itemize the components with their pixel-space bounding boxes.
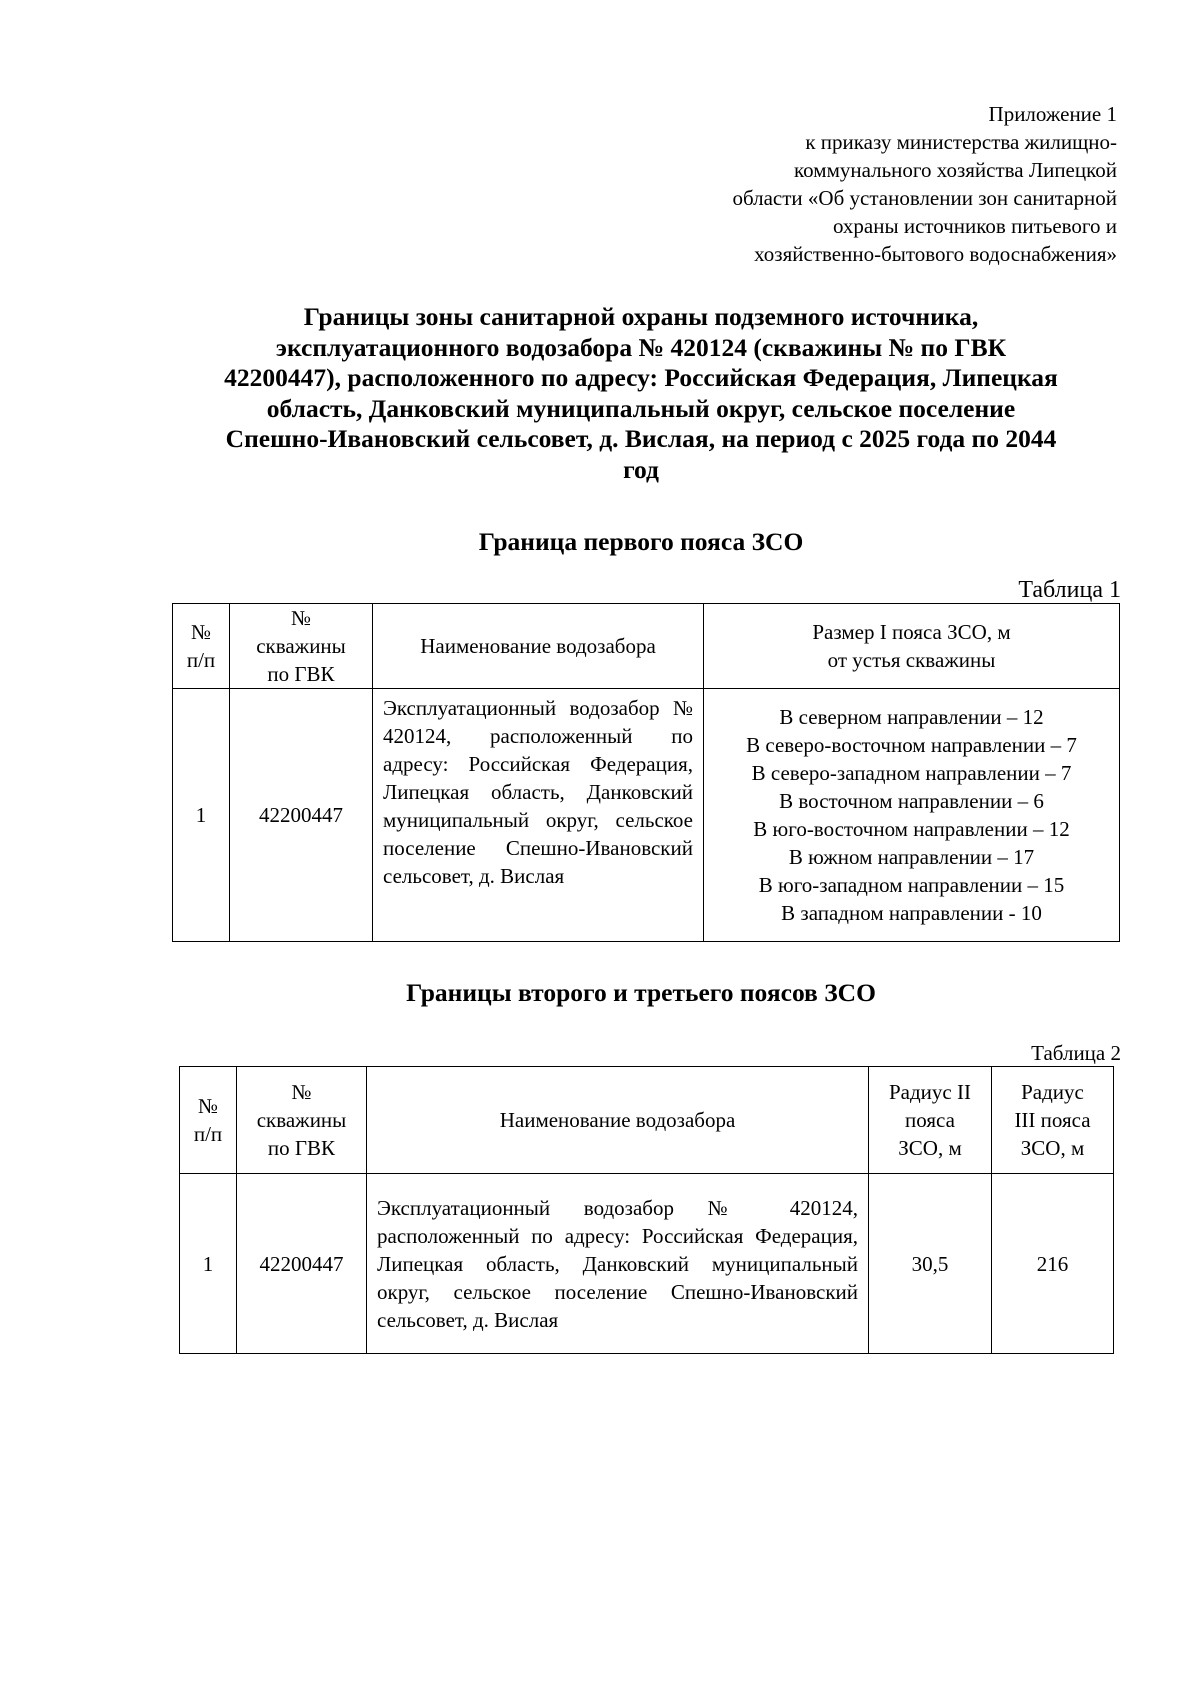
title-line: Границы зоны санитарной охраны подземного источника, xyxy=(303,302,979,331)
table1 xyxy=(172,603,1120,942)
header-name-cell: Наименование водозабора xyxy=(373,604,704,689)
size-direction-line: В юго-восточном направлении – 12 xyxy=(753,817,1070,841)
header-num-line: № xyxy=(190,620,212,644)
header-name-cell: Наименование водозабора xyxy=(367,1067,869,1174)
header-num-line: п/п xyxy=(193,1122,223,1146)
title-line: 42200447), расположенного по адресу: Российская Федерация, Липецкая xyxy=(224,363,1058,392)
header-size-cell xyxy=(704,604,1120,689)
size-direction-line: В восточном направлении – 6 xyxy=(779,789,1044,813)
header-radius3-cell xyxy=(992,1067,1114,1174)
appendix-line: хозяйственно-бытового водоснабжения» xyxy=(754,242,1117,266)
table2-caption: Таблица 2 xyxy=(1031,1041,1121,1065)
title-line: Спешно-Ивановский сельсовет, д. Вислая, на период с 2025 года по 2044 xyxy=(225,424,1057,453)
header-well-line: по ГВК xyxy=(267,662,335,686)
appendix-line: Приложение 1 xyxy=(988,102,1117,126)
table2-header-row xyxy=(180,1067,1114,1174)
header-radius3-line: ЗСО, м xyxy=(1020,1136,1085,1160)
title-line: эксплуатационного водозабора № 420124 (скважины № по ГВК xyxy=(275,332,1007,362)
row-radius2-cell: 30,5 xyxy=(869,1174,992,1354)
row-num-cell: 1 xyxy=(180,1174,237,1354)
header-num-line: № xyxy=(197,1094,219,1118)
appendix-line: к приказу министерства жилищно- xyxy=(805,130,1117,154)
row-well-cell: 42200447 xyxy=(230,689,373,942)
title-line: область, Данковский муниципальный округ, сельское поселение xyxy=(266,393,1016,423)
appendix-line: области «Об установлении зон санитарной xyxy=(732,186,1117,210)
header-size-line: Размер I пояса ЗСО, м xyxy=(812,620,1011,644)
section2-title: Границы второго и третьего поясов ЗСО xyxy=(406,978,876,1007)
row-name-cell: Эксплуатационный водозабор № 420124, расположенный по адресу: Российская Федерация, Липецкая область, Данковский муниципальный округ, сельское поселение Спешно-Ивановский сельсовет, д. Вислая xyxy=(373,689,704,942)
row-radius3-cell: 216 xyxy=(992,1174,1114,1354)
header-well-line: № xyxy=(290,606,312,630)
appendix-note xyxy=(557,100,1117,268)
title-line: год xyxy=(623,454,659,484)
section1-title: Граница первого пояса ЗСО xyxy=(478,527,804,556)
table2 xyxy=(179,1066,1114,1354)
header-well-line: скважины xyxy=(256,634,346,658)
appendix-line: коммунального хозяйства Липецкой xyxy=(794,158,1117,182)
header-num-line: п/п xyxy=(186,648,216,672)
header-radius2-line: пояса xyxy=(905,1108,955,1132)
table1-header-row xyxy=(173,604,1120,689)
header-well-line: по ГВК xyxy=(267,1136,336,1160)
size-direction-line: В северо-западном направлении – 7 xyxy=(751,761,1072,785)
table-row xyxy=(180,1174,1114,1354)
size-direction-line: В северо-восточном направлении – 7 xyxy=(746,733,1077,757)
row-well-cell: 42200447 xyxy=(237,1174,367,1354)
size-direction-line: В южном направлении – 17 xyxy=(788,845,1035,869)
header-radius2-line: ЗСО, м xyxy=(898,1136,962,1160)
appendix-line: охраны источников питьевого и xyxy=(832,214,1117,238)
header-size-line: от устья скважины xyxy=(827,648,996,672)
row-name-cell: Эксплуатационный водозабор № 420124, расположенный по адресу: Российская Федерация, Липецкая область, Данковский муниципальный округ, сельское поселение Спешно-Ивановский сельсовет, д. Вислая xyxy=(367,1174,869,1354)
table1-caption: Таблица 1 xyxy=(1018,577,1121,603)
size-direction-line: В западном направлении - 10 xyxy=(781,901,1042,925)
header-num-cell xyxy=(180,1067,237,1174)
header-num-cell xyxy=(173,604,230,689)
header-well-cell xyxy=(237,1067,367,1174)
header-radius2-line: Радиус II xyxy=(889,1080,971,1104)
document-title xyxy=(170,302,1112,485)
header-well-cell xyxy=(230,604,373,689)
row-num-cell: 1 xyxy=(173,689,230,942)
header-radius2-cell xyxy=(869,1067,992,1174)
row-size-cell xyxy=(704,689,1120,942)
size-direction-line: В северном направлении – 12 xyxy=(779,705,1044,729)
header-radius3-line: Радиус xyxy=(1021,1080,1084,1104)
table-row xyxy=(173,689,1120,942)
size-direction-line: В юго-западном направлении – 15 xyxy=(758,873,1065,897)
header-well-line: скважины xyxy=(256,1108,347,1132)
header-well-line: № xyxy=(291,1080,312,1104)
header-radius3-line: III пояса xyxy=(1014,1108,1091,1132)
